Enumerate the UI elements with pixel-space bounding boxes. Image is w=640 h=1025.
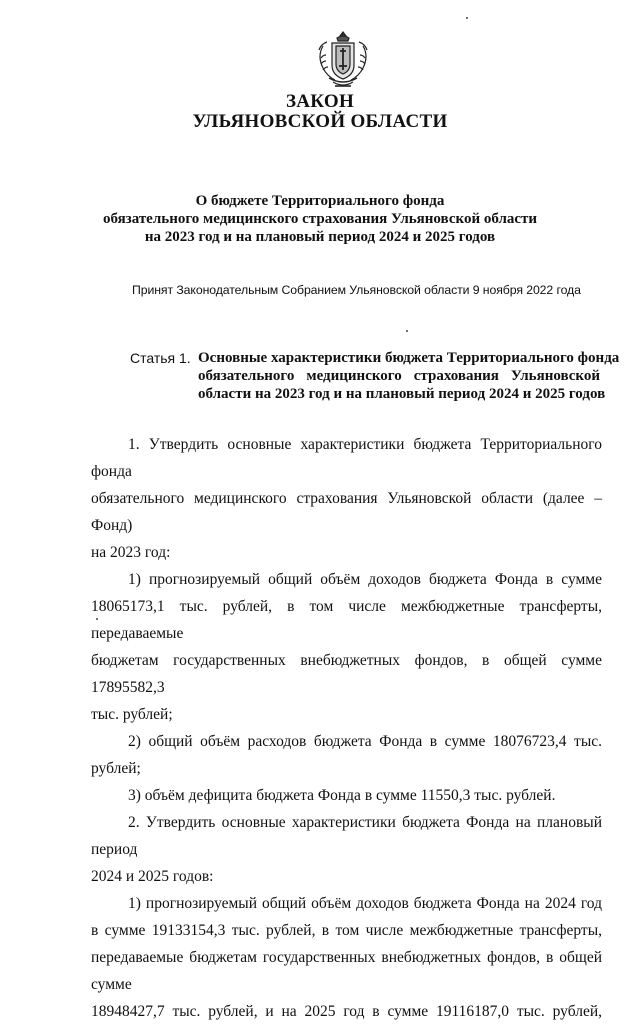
document-title-line3: на 2023 год и на плановый период 2024 и 2025 годов (144, 229, 496, 245)
scan-speck (406, 330, 408, 332)
paragraph-2-line3: бюджетам государственных внебюджетных фондов, в общей сумме 17895582,3 (91, 652, 602, 696)
paragraph-2-line2: 18065173,1 тыс. рублей, в том числе межбюджетные трансферты, передаваемые (91, 598, 602, 642)
article-heading-line1: Основные характеристики бюджета Территориального фонда (198, 350, 620, 366)
document-title-line2: обязательного медицинского страхования Ульяновской области (102, 211, 538, 227)
scan-speck (96, 618, 98, 620)
article-number: Статья 1. (130, 350, 191, 366)
paragraph-2-line1: 1) прогнозируемый общий объём доходов бюджета Фонда в сумме (128, 571, 602, 588)
document-title-line1: О бюджете Территориального фонда (195, 193, 445, 209)
paragraph-4: 3) объём дефицита бюджета Фонда в сумме 11550,3 тыс. рублей. (128, 787, 556, 804)
article-heading-line3: области на 2023 год и на плановый период 2024 и 2025 годов (198, 386, 606, 402)
paragraph-1-line2: обязательного медицинского страхования Ульяновской области (далее – Фонд) (91, 490, 602, 534)
adoption-note: Принят Законодательным Собранием Ульяновской области 9 ноября 2022 года (132, 283, 581, 297)
paragraph-2-line4: тыс. рублей; (91, 706, 173, 723)
paragraph-1-line3: на 2023 год: (91, 544, 171, 561)
paragraph-5-line1: 2. Утвердить основные характеристики бюджета Фонда на плановый период (91, 814, 602, 858)
paragraph-6-line1: 1) прогнозируемый общий объём доходов бюджета Фонда на 2024 год (128, 895, 602, 912)
paragraph-3: 2) общий объём расходов бюджета Фонда в сумме 18076723,4 тыс. рублей; (91, 733, 602, 777)
paragraph-5-line2: 2024 и 2025 годов: (91, 868, 214, 885)
article-body (91, 431, 602, 1025)
law-heading (0, 92, 640, 132)
article-heading-line2: обязательного медицинского страхования Ульяновской (198, 368, 600, 384)
paragraph-6-line4: 18948427,7 тыс. рублей, и на 2025 год в сумме 19116187,0 тыс. рублей, (91, 1003, 602, 1020)
scan-speck (466, 17, 468, 19)
paragraph-6-line3: передаваемые бюджетам государственных внебюджетных фондов, в общей сумме (91, 949, 602, 993)
paragraph-1-line1: 1. Утвердить основные характеристики бюджета Территориального фонда (91, 436, 602, 480)
paragraph-6-line2: в сумме 19133154,3 тыс. рублей, в том числе межбюджетные трансферты, (91, 922, 602, 939)
law-heading-line2: УЛЬЯНОВСКОЙ ОБЛАСТИ (192, 111, 448, 132)
law-heading-line1: ЗАКОН (285, 91, 355, 112)
coat-of-arms-emblem (315, 28, 371, 90)
document-title (0, 192, 640, 246)
